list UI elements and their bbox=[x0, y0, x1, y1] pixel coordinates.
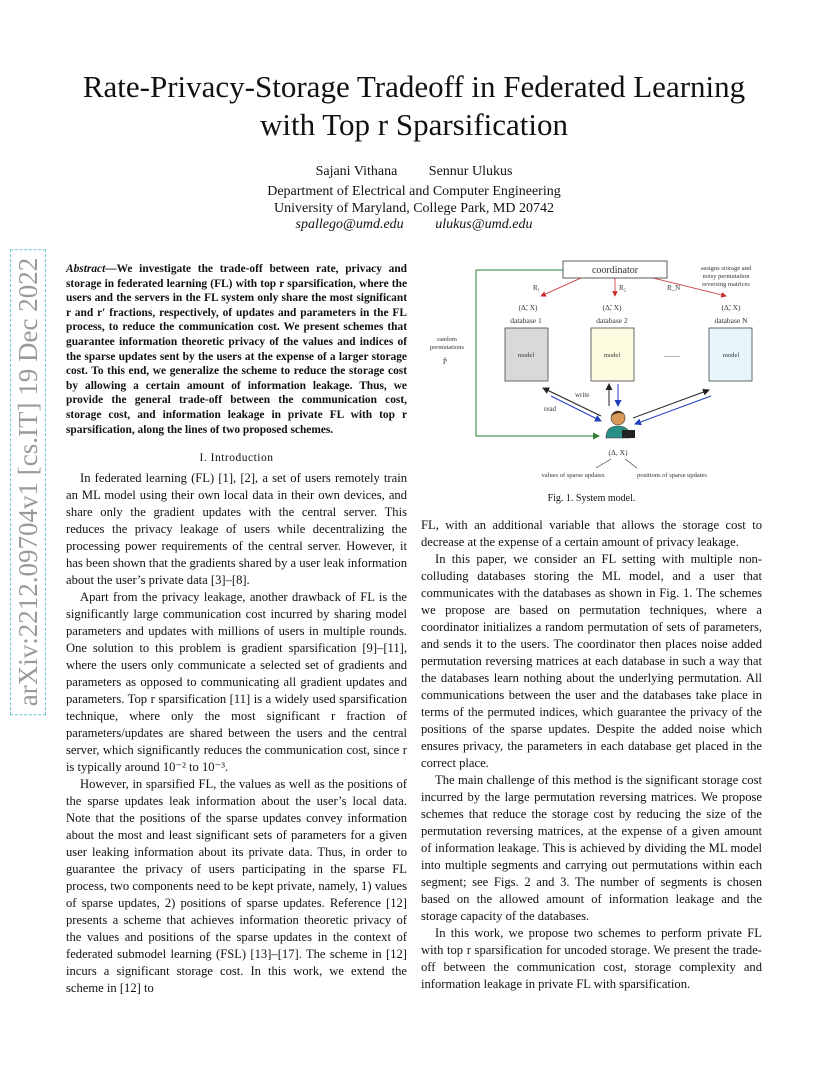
random-permutations-label: permutations bbox=[430, 344, 464, 351]
db-noise-pair: (Δ̃, X) bbox=[602, 303, 622, 312]
values-label: values of sparse updates bbox=[541, 472, 605, 479]
model-label: model bbox=[517, 352, 535, 359]
right-column-body bbox=[421, 517, 762, 993]
paragraph: However, in sparsified FL, the values as well as the positions of the sparse updates leak information about the user’s local data. Note that the positions of the sparse updates convey information about the most and least significant sets of parameters for a given user leaking information about its private data. Thus, in order to guarantee the privacy of users participating in the sparse FL process, two components need to be kept private, namely, 1) values of sparse updates, 2) positions of sparse updates. Reference [12] presents a scheme that achieves information theoretic privacy of the values and positions of the sparse updates in the context of federated submodel learning (FSL) [13]–[17]. The scheme in [12] incurs a significant storage cost. In this work, we extend the scheme in [12] to bbox=[66, 777, 407, 995]
author-list bbox=[0, 164, 828, 180]
affiliation-line: Department of Electrical and Computer Engineering bbox=[267, 184, 561, 199]
r-label: R_N bbox=[667, 284, 681, 292]
user-icon bbox=[606, 411, 635, 438]
author-emails bbox=[0, 217, 828, 233]
model-label: model bbox=[603, 352, 621, 359]
p-hat-label: P̂ bbox=[442, 357, 448, 366]
r-label: R₁ bbox=[533, 284, 541, 292]
figure-caption: Fig. 1. System model. bbox=[547, 493, 636, 504]
abstract-label: Abstract bbox=[66, 263, 106, 275]
coordinator-note: noisy permutation bbox=[702, 273, 750, 280]
author-name: Sajani Vithana bbox=[315, 164, 398, 179]
write-label: write bbox=[575, 391, 590, 399]
user-pair-label: (Δ, X) bbox=[608, 448, 628, 457]
author-name: Sennur Ulukus bbox=[428, 164, 513, 179]
paragraph: In this paper, we consider an FL setting with multiple non-colluding databases storing the ML model, and a user that communicates with the databases as shown in Fig. 1. The schemes we propose are based on permutation techniques, where a coordinator initializes a random permutation of sets of parameters, and sends it to the users. The coordinator then places noise added permutation reversing matrices at each database in such a way that the databases learn nothing about the underlying permutation. All communications between the user and the databases take place in terms of the permuted indices, which guarantee the privacy of the positions of the sparse updates. Despite the added noise which ensures privacy, the parameters in each database get placed in the correct place. bbox=[421, 552, 762, 770]
database-label: database 1 bbox=[510, 316, 542, 325]
database-label: database N bbox=[714, 316, 748, 325]
random-permutations-label: random bbox=[437, 336, 457, 343]
coordinator-label: coordinator bbox=[591, 265, 639, 276]
email[interactable]: ulukus@umd.edu bbox=[435, 217, 533, 232]
positions-label: positions of sparse updates bbox=[637, 472, 707, 479]
database-label: database 2 bbox=[596, 316, 628, 325]
db-noise-pair: (Δ̃, X) bbox=[721, 303, 741, 312]
abstract-text: —We investigate the trade-off between rate, privacy and storage in federated learning (FL) with top r sparsification, where the users and the servers in the FL system only share the most significant r and r′ fractions, respectively, of updates and parameters in the FL process, to reduce the communication cost. We present schemes that guarantee information theoretic privacy of the values and indices of the sparse updates sent by the users at the expense of a larger storage cost. To this end, we generalize the scheme to reduce the storage cost by allowing a certain amount of information leakage. Thus, we provide the general trade-off between the communication cost, storage cost, and information leakage in private FL with top r sparsification, along the lines of two proposed schemes. bbox=[66, 263, 407, 436]
paragraph: In this work, we propose two schemes to perform private FL with top r sparsification for uncoded storage. We present the trade-off between the communication cost, storage complexity and information leakage in private FL with sparsification. bbox=[421, 926, 762, 991]
left-column-body bbox=[66, 470, 407, 997]
arxiv-stamp[interactable]: arXiv:2212.09704v1 [cs.IT] 19 Dec 2022 bbox=[10, 249, 46, 715]
coordinator-note: assigns storage and bbox=[700, 265, 752, 272]
email[interactable]: spallego@umd.edu bbox=[295, 217, 404, 232]
paragraph: The main challenge of this method is the significant storage cost incurred by the large permutation reversing matrices. We propose schemes that reduce the storage cost by reducing the size of the permutation reversing matrices, at the expense of a given amount of information leakage. This is achieved by dividing the ML model into multiple segments and carrying out permutations within each segment; see Figs. 2 and 3. The number of segments is chosen based on the allowed amount of information leakage and the storage capacity of the databases. bbox=[421, 773, 762, 923]
paragraph: Apart from the privacy leakage, another drawback of FL is the significantly large communication cost incurred by sharing model parameters and updates with millions of users in multiple rounds. One solution to this problem is gradient sparsification [9]–[11], where the users only communicate a selected set of gradients and parameters as opposed to communicating all gradient updates and parameters. Top r sparsification [11] is a widely used sparsification technique, where only the most significant r fraction of parameters/updates are shared between the users and the central server, which significantly reduces the communication cost, since r is typically around 10⁻² to 10⁻³. bbox=[66, 590, 407, 774]
arxiv-sidebar bbox=[8, 257, 48, 707]
model-label: model bbox=[722, 352, 740, 359]
coordinator-note: reversing matrices bbox=[702, 281, 750, 288]
paragraph: FL, with an additional variable that allows the storage cost to decrease at the expense of a certain amount of privacy leakage. bbox=[421, 518, 762, 549]
system-model-figure bbox=[421, 258, 766, 483]
r-label: R₂ bbox=[619, 284, 627, 292]
section-heading: I. Introduction bbox=[199, 452, 274, 464]
db-noise-pair: (Δ̃, X) bbox=[518, 303, 538, 312]
affiliation-line: University of Maryland, College Park, MD 20742 bbox=[274, 201, 554, 216]
ellipsis: ........ bbox=[664, 350, 680, 359]
abstract bbox=[66, 262, 407, 437]
paper-title: Rate-Privacy-Storage Tradeoff in Federated Learning with Top r Sparsification bbox=[82, 69, 746, 142]
read-label: read bbox=[544, 405, 557, 413]
paragraph: In federated learning (FL) [1], [2], a set of users remotely train an ML model using their own local data in their own devices, and share only the gradient updates with the central server. This reduces the privacy leakage of users while decentralizing the processing power requirements of the central server. However, it has been shown that the gradients shared by a user leak information about the user’s private data [3]–[8]. bbox=[66, 471, 407, 587]
affiliation bbox=[0, 183, 828, 217]
